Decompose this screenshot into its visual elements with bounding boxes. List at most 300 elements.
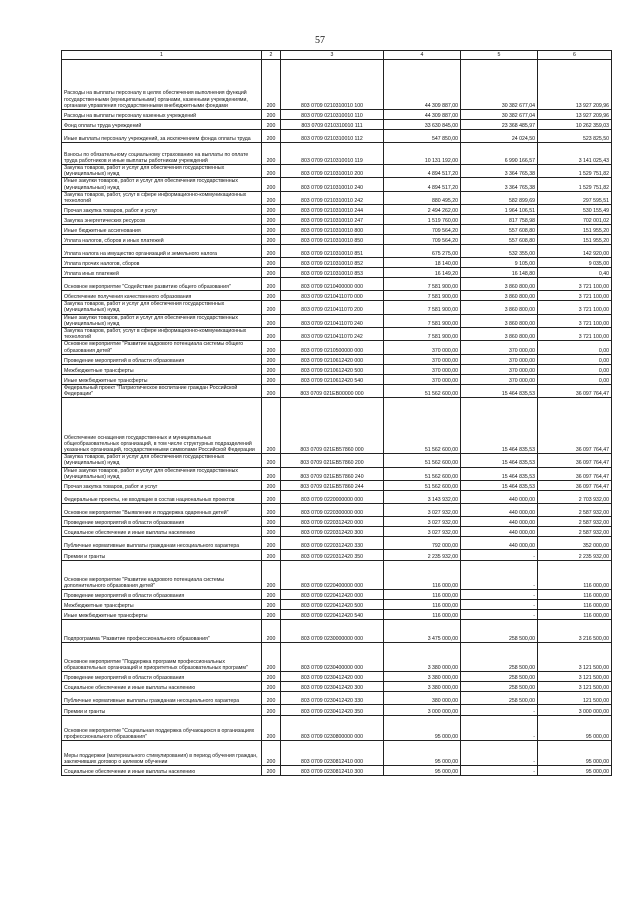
row-name: Иные выплаты персоналу учреждений, за исключением фонда оплаты труда	[62, 130, 262, 143]
row-remaining-amount: 36 097 764,47	[538, 454, 612, 467]
row-remaining-amount: 116 000,00	[538, 610, 612, 620]
table-row	[62, 301, 612, 314]
row-remaining-amount: 3 721 100,00	[538, 278, 612, 291]
table-row	[62, 278, 612, 291]
row-admin-code: 200	[262, 60, 281, 110]
row-executed-amount: 440 000,00	[461, 527, 538, 537]
row-remaining-amount: 0,00	[538, 364, 612, 374]
row-approved-amount: 709 564,20	[384, 225, 461, 235]
table-row	[62, 110, 612, 120]
row-admin-code: 200	[262, 341, 281, 354]
row-remaining-amount: 36 097 764,47	[538, 481, 612, 491]
row-admin-code: 200	[262, 643, 281, 672]
row-admin-code: 200	[262, 374, 281, 384]
row-admin-code: 200	[262, 258, 281, 268]
row-executed-amount: -	[461, 590, 538, 600]
row-executed-amount: 258 500,00	[461, 682, 538, 692]
row-remaining-amount: 3 121 500,00	[538, 682, 612, 692]
row-budget-code: 803 0709 0210310010 111	[281, 120, 384, 130]
row-name: Меры поддержки (материального стимулирования) в период обучения граждан, заключивших договор о целевом обучении	[62, 741, 262, 766]
row-budget-code: 803 0709 0230800000 000	[281, 716, 384, 741]
row-budget-code: 803 0709 0210310010 850	[281, 235, 384, 245]
row-budget-code: 803 0709 0220312420 000	[281, 517, 384, 527]
budget-table	[61, 50, 612, 776]
row-remaining-amount: 2 587 932,00	[538, 527, 612, 537]
row-name: Премии и гранты	[62, 705, 262, 716]
row-executed-amount: -	[461, 550, 538, 561]
row-approved-amount: 4 894 517,20	[384, 165, 461, 178]
row-approved-amount: 370 000,00	[384, 341, 461, 354]
row-approved-amount: 2 494 262,00	[384, 205, 461, 215]
row-budget-code: 803 0709 0220312420 330	[281, 537, 384, 550]
row-name: Обеспечение получения качественного образования	[62, 291, 262, 301]
row-name: Межбюджетные трансферты	[62, 364, 262, 374]
row-approved-amount: 3 027 932,00	[384, 517, 461, 527]
table-row	[62, 341, 612, 354]
row-admin-code: 200	[262, 291, 281, 301]
row-name: Иные бюджетные ассигнования	[62, 225, 262, 235]
table-row	[62, 120, 612, 130]
column-header: 5	[461, 51, 538, 60]
row-executed-amount: 30 382 677,04	[461, 110, 538, 120]
row-budget-code: 803 0709 0220312420 350	[281, 550, 384, 561]
row-budget-code: 803 0709 021EB57860 200	[281, 454, 384, 467]
row-approved-amount: 370 000,00	[384, 364, 461, 374]
row-budget-code: 803 0709 0230412420 300	[281, 682, 384, 692]
row-name: Уплата налога на имущество организаций и земельного налога	[62, 245, 262, 258]
row-executed-amount: 1 964 106,51	[461, 205, 538, 215]
table-row	[62, 245, 612, 258]
row-name: Основное мероприятие "Содействие развитию общего образования"	[62, 278, 262, 291]
table-row	[62, 143, 612, 165]
row-remaining-amount: 95 000,00	[538, 766, 612, 776]
table-row	[62, 692, 612, 705]
row-name: Федеральные проекты, не входящие в состав национальных проектов	[62, 491, 262, 504]
header-row	[62, 51, 612, 60]
row-budget-code: 803 0709 0230000000 000	[281, 620, 384, 643]
row-remaining-amount: 2 587 932,00	[538, 504, 612, 517]
row-remaining-amount: 3 121 500,00	[538, 672, 612, 682]
row-name: Иные закупки товаров, работ и услуг для обеспечения государственных (муниципальных) нужд	[62, 314, 262, 327]
row-approved-amount: 3 380 000,00	[384, 643, 461, 672]
row-executed-amount: 370 000,00	[461, 354, 538, 364]
table-row	[62, 481, 612, 491]
row-budget-code: 803 0709 0220300000 000	[281, 504, 384, 517]
row-approved-amount: 44 309 887,00	[384, 110, 461, 120]
row-admin-code: 200	[262, 215, 281, 225]
row-executed-amount: 3 860 800,00	[461, 291, 538, 301]
row-executed-amount: -	[461, 716, 538, 741]
row-name: Публичные нормативные выплаты гражданам несоциального характера	[62, 692, 262, 705]
row-executed-amount: 258 500,00	[461, 620, 538, 643]
row-budget-code: 803 0709 0220412420 000	[281, 590, 384, 600]
row-name: Фонд оплаты труда учреждений	[62, 120, 262, 130]
row-approved-amount: 7 581 900,00	[384, 291, 461, 301]
table-row	[62, 527, 612, 537]
column-header: 6	[538, 51, 612, 60]
table-row	[62, 314, 612, 327]
row-executed-amount: -	[461, 705, 538, 716]
row-name: Уплата прочих налогов, сборов	[62, 258, 262, 268]
row-name: Основное мероприятие "Развитие кадрового потенциала системы общего образования детей"	[62, 341, 262, 354]
column-header: 4	[384, 51, 461, 60]
row-executed-amount: 440 000,00	[461, 517, 538, 527]
row-approved-amount: 51 562 600,00	[384, 454, 461, 467]
row-approved-amount: 3 380 000,00	[384, 672, 461, 682]
row-name: Основное мероприятие "Социальная поддержка обучающихся в организациях профессионального образования"	[62, 716, 262, 741]
row-executed-amount: -	[461, 600, 538, 610]
row-remaining-amount: 95 000,00	[538, 741, 612, 766]
row-admin-code: 200	[262, 672, 281, 682]
table-row	[62, 491, 612, 504]
row-approved-amount: 7 581 900,00	[384, 328, 461, 341]
table-row	[62, 225, 612, 235]
row-admin-code: 200	[262, 384, 281, 397]
row-budget-code: 803 0709 0210411070 000	[281, 291, 384, 301]
row-approved-amount: 51 562 600,00	[384, 481, 461, 491]
row-name: Иные межбюджетные трансферты	[62, 610, 262, 620]
row-executed-amount: 30 382 677,04	[461, 60, 538, 110]
row-remaining-amount: 2 587 932,00	[538, 517, 612, 527]
table-row	[62, 328, 612, 341]
row-approved-amount: 370 000,00	[384, 354, 461, 364]
table-row	[62, 600, 612, 610]
table-row	[62, 258, 612, 268]
row-name: Иные межбюджетные трансферты	[62, 374, 262, 384]
row-budget-code: 803 0709 0220412420 500	[281, 600, 384, 610]
row-name: Уплата иных платежей	[62, 268, 262, 278]
row-budget-code: 803 0709 0210310010 851	[281, 245, 384, 258]
row-executed-amount: 370 000,00	[461, 364, 538, 374]
row-approved-amount: 51 562 600,00	[384, 398, 461, 454]
row-remaining-amount: 2 703 932,00	[538, 491, 612, 504]
row-admin-code: 200	[262, 537, 281, 550]
row-remaining-amount: 297 595,51	[538, 191, 612, 204]
row-executed-amount: 3 364 765,38	[461, 178, 538, 191]
row-approved-amount: 18 140,00	[384, 258, 461, 268]
row-approved-amount: 95 000,00	[384, 766, 461, 776]
row-admin-code: 200	[262, 517, 281, 527]
row-budget-code: 803 0709 0220000000 000	[281, 491, 384, 504]
row-executed-amount: 440 000,00	[461, 537, 538, 550]
row-remaining-amount: 13 927 209,96	[538, 60, 612, 110]
row-approved-amount: 33 630 845,00	[384, 120, 461, 130]
row-remaining-amount: 36 097 764,47	[538, 384, 612, 397]
row-executed-amount: 24 024,50	[461, 130, 538, 143]
row-budget-code: 803 0709 0210310010 853	[281, 268, 384, 278]
row-remaining-amount: 3 721 100,00	[538, 328, 612, 341]
table-row	[62, 235, 612, 245]
row-admin-code: 200	[262, 600, 281, 610]
row-admin-code: 200	[262, 491, 281, 504]
table-row	[62, 130, 612, 143]
row-approved-amount: 3 475 000,00	[384, 620, 461, 643]
table-row	[62, 672, 612, 682]
row-approved-amount: 792 000,00	[384, 537, 461, 550]
row-admin-code: 200	[262, 716, 281, 741]
row-admin-code: 200	[262, 692, 281, 705]
row-approved-amount: 51 562 600,00	[384, 384, 461, 397]
row-name: Закупка товаров, работ, услуг в сфере информационно-коммуникационных технологий	[62, 328, 262, 341]
row-executed-amount: -	[461, 561, 538, 590]
row-admin-code: 200	[262, 235, 281, 245]
row-approved-amount: 3 000 000,00	[384, 705, 461, 716]
row-approved-amount: 380 000,00	[384, 692, 461, 705]
row-admin-code: 200	[262, 610, 281, 620]
row-executed-amount: 440 000,00	[461, 504, 538, 517]
row-budget-code: 803 0709 0210411070 200	[281, 301, 384, 314]
row-name: Подпрограмма "Развитие профессионального образования"	[62, 620, 262, 643]
row-executed-amount: 582 899,69	[461, 191, 538, 204]
row-admin-code: 200	[262, 165, 281, 178]
row-name: Иные закупки товаров, работ и услуг для обеспечения государственных (муниципальных) нужд	[62, 467, 262, 480]
table-row	[62, 716, 612, 741]
row-budget-code: 803 0709 0210411070 242	[281, 328, 384, 341]
row-approved-amount: 7 581 900,00	[384, 314, 461, 327]
row-executed-amount: 16 148,80	[461, 268, 538, 278]
row-executed-amount: 370 000,00	[461, 341, 538, 354]
row-name: Социальное обеспечение и иные выплаты населению	[62, 766, 262, 776]
table-row	[62, 191, 612, 204]
row-name: Прочая закупка товаров, работ и услуг	[62, 205, 262, 215]
row-remaining-amount: 352 000,00	[538, 537, 612, 550]
table-row	[62, 517, 612, 527]
row-admin-code: 200	[262, 504, 281, 517]
row-admin-code: 200	[262, 278, 281, 291]
row-admin-code: 200	[262, 590, 281, 600]
row-admin-code: 200	[262, 120, 281, 130]
row-executed-amount: 258 500,00	[461, 692, 538, 705]
table-row	[62, 467, 612, 480]
row-remaining-amount: 151 955,20	[538, 225, 612, 235]
row-name: Проведение мероприятий в области образования	[62, 354, 262, 364]
row-executed-amount: 15 464 835,53	[461, 384, 538, 397]
table-row	[62, 590, 612, 600]
row-budget-code: 803 0709 0210310010 852	[281, 258, 384, 268]
page-number: 57	[315, 35, 325, 46]
row-budget-code: 803 0709 0210310010 240	[281, 178, 384, 191]
table-body	[62, 60, 612, 776]
row-budget-code: 803 0709 021EB57860 240	[281, 467, 384, 480]
row-budget-code: 803 0709 021EB00000 000	[281, 384, 384, 397]
row-approved-amount: 95 000,00	[384, 716, 461, 741]
row-budget-code: 803 0709 0210411070 240	[281, 314, 384, 327]
row-remaining-amount: 530 155,49	[538, 205, 612, 215]
row-remaining-amount: 523 825,50	[538, 130, 612, 143]
row-admin-code: 200	[262, 741, 281, 766]
row-executed-amount: 23 368 485,97	[461, 120, 538, 130]
row-budget-code: 803 0709 0230812410 300	[281, 766, 384, 776]
row-remaining-amount: 3 721 100,00	[538, 291, 612, 301]
row-admin-code: 200	[262, 682, 281, 692]
row-name: Закупка товаров, работ и услуг для обеспечения государственных (муниципальных) нужд	[62, 454, 262, 467]
table-row	[62, 354, 612, 364]
row-budget-code: 803 0709 0210310010 100	[281, 60, 384, 110]
row-approved-amount: 370 000,00	[384, 374, 461, 384]
row-admin-code: 200	[262, 205, 281, 215]
row-admin-code: 200	[262, 314, 281, 327]
row-executed-amount: 258 500,00	[461, 672, 538, 682]
row-approved-amount: 3 380 000,00	[384, 682, 461, 692]
row-name: Основное мероприятие "Развитие кадрового потенциала системы дополнительного образования детей"	[62, 561, 262, 590]
row-approved-amount: 16 149,20	[384, 268, 461, 278]
row-name: Уплата налогов, сборов и иных платежей	[62, 235, 262, 245]
row-approved-amount: 709 564,20	[384, 235, 461, 245]
row-admin-code: 200	[262, 178, 281, 191]
row-budget-code: 803 0709 0220400000 000	[281, 561, 384, 590]
row-budget-code: 803 0709 0230412420 000	[281, 672, 384, 682]
row-approved-amount: 10 131 192,00	[384, 143, 461, 165]
row-approved-amount: 1 519 760,00	[384, 215, 461, 225]
row-name: Иные закупки товаров, работ и услуг для обеспечения государственных (муниципальных) нужд	[62, 178, 262, 191]
row-name: Основное мероприятие "Поддержка программ профессиональных образовательных организаций и приоритетных образовательных программ"	[62, 643, 262, 672]
row-budget-code: 803 0709 0230412420 350	[281, 705, 384, 716]
table-row	[62, 364, 612, 374]
row-budget-code: 803 0709 0210310010 119	[281, 143, 384, 165]
row-name: Закупка товаров, работ и услуг для обеспечения государственных (муниципальных) нужд	[62, 301, 262, 314]
row-approved-amount: 44 309 887,00	[384, 60, 461, 110]
row-approved-amount: 7 581 900,00	[384, 278, 461, 291]
row-budget-code: 803 0709 021EB57860 000	[281, 398, 384, 454]
row-budget-code: 803 0709 021EB57860 244	[281, 481, 384, 491]
row-approved-amount: 675 275,00	[384, 245, 461, 258]
row-remaining-amount: 0,00	[538, 341, 612, 354]
table-row	[62, 205, 612, 215]
row-budget-code: 803 0709 0210500000 000	[281, 341, 384, 354]
row-admin-code: 200	[262, 364, 281, 374]
row-approved-amount: 116 000,00	[384, 610, 461, 620]
row-admin-code: 200	[262, 454, 281, 467]
row-approved-amount: 7 581 900,00	[384, 301, 461, 314]
row-remaining-amount: 116 000,00	[538, 600, 612, 610]
row-name: Проведение мероприятий в области образования	[62, 590, 262, 600]
table-row	[62, 398, 612, 454]
row-approved-amount: 51 562 600,00	[384, 467, 461, 480]
row-approved-amount: 116 000,00	[384, 600, 461, 610]
row-admin-code: 200	[262, 481, 281, 491]
row-admin-code: 200	[262, 620, 281, 643]
row-approved-amount: 95 000,00	[384, 741, 461, 766]
table-row	[62, 504, 612, 517]
row-executed-amount: 6 990 166,57	[461, 143, 538, 165]
row-remaining-amount: 9 035,00	[538, 258, 612, 268]
row-executed-amount: 3 860 800,00	[461, 301, 538, 314]
row-budget-code: 803 0709 0210612420 000	[281, 354, 384, 364]
row-remaining-amount: 2 235 932,00	[538, 550, 612, 561]
row-remaining-amount: 0,00	[538, 354, 612, 364]
row-remaining-amount: 142 920,00	[538, 245, 612, 258]
row-admin-code: 200	[262, 143, 281, 165]
row-name: Социальное обеспечение и иные выплаты населению	[62, 682, 262, 692]
row-admin-code: 200	[262, 245, 281, 258]
row-admin-code: 200	[262, 110, 281, 120]
row-budget-code: 803 0709 0210310010 112	[281, 130, 384, 143]
row-remaining-amount: 10 262 359,03	[538, 120, 612, 130]
row-remaining-amount: 13 927 209,96	[538, 110, 612, 120]
row-executed-amount: -	[461, 610, 538, 620]
row-executed-amount: 3 364 765,38	[461, 165, 538, 178]
row-executed-amount: 370 000,00	[461, 374, 538, 384]
row-approved-amount: 116 000,00	[384, 590, 461, 600]
row-budget-code: 803 0709 0230812410 000	[281, 741, 384, 766]
row-admin-code: 200	[262, 130, 281, 143]
row-budget-code: 803 0709 0210400000 000	[281, 278, 384, 291]
row-executed-amount: 3 860 800,00	[461, 328, 538, 341]
row-name: Премии и гранты	[62, 550, 262, 561]
row-name: Социальное обеспечение и иные выплаты населению	[62, 527, 262, 537]
row-executed-amount: -	[461, 766, 538, 776]
row-name: Расходы на выплаты персоналу в целях обеспечения выполнения функций государственными (муниципальными) органами, казенными учреждениями, органами управления государственными внебюджетными фондами	[62, 60, 262, 110]
row-remaining-amount: 0,40	[538, 268, 612, 278]
row-remaining-amount: 36 097 764,47	[538, 467, 612, 480]
row-admin-code: 200	[262, 467, 281, 480]
table-row	[62, 537, 612, 550]
row-name: Федеральный проект "Патриотическое воспитание граждан Российской Федерации"	[62, 384, 262, 397]
row-executed-amount: 557 608,80	[461, 235, 538, 245]
row-admin-code: 200	[262, 550, 281, 561]
table-row	[62, 384, 612, 397]
table-row	[62, 268, 612, 278]
row-name: Прочая закупка товаров, работ и услуг	[62, 481, 262, 491]
row-budget-code: 803 0709 0210310010 110	[281, 110, 384, 120]
row-remaining-amount: 3 216 500,00	[538, 620, 612, 643]
row-remaining-amount: 1 529 751,82	[538, 165, 612, 178]
row-remaining-amount: 3 721 100,00	[538, 314, 612, 327]
row-executed-amount: 3 860 800,00	[461, 314, 538, 327]
row-admin-code: 200	[262, 268, 281, 278]
row-name: Публичные нормативные выплаты гражданам несоциального характера	[62, 537, 262, 550]
row-admin-code: 200	[262, 561, 281, 590]
row-budget-code: 803 0709 0210310010 242	[281, 191, 384, 204]
row-name: Межбюджетные трансферты	[62, 600, 262, 610]
row-executed-amount: 440 000,00	[461, 491, 538, 504]
row-approved-amount: 3 027 932,00	[384, 504, 461, 517]
row-remaining-amount: 3 721 100,00	[538, 301, 612, 314]
row-executed-amount: 532 355,00	[461, 245, 538, 258]
table-row	[62, 705, 612, 716]
row-admin-code: 200	[262, 527, 281, 537]
row-admin-code: 200	[262, 191, 281, 204]
row-remaining-amount: 95 000,00	[538, 716, 612, 741]
table-row	[62, 610, 612, 620]
row-executed-amount: 557 608,80	[461, 225, 538, 235]
row-budget-code: 803 0709 0210612420 540	[281, 374, 384, 384]
row-admin-code: 200	[262, 301, 281, 314]
row-remaining-amount: 3 121 500,00	[538, 643, 612, 672]
row-remaining-amount: 121 500,00	[538, 692, 612, 705]
row-name: Взносы по обязательному социальному страхованию на выплаты по оплате труда работников и иные выплаты работникам учреждений	[62, 143, 262, 165]
row-executed-amount: 15 464 835,53	[461, 398, 538, 454]
row-approved-amount: 547 850,00	[384, 130, 461, 143]
row-admin-code: 200	[262, 354, 281, 364]
row-admin-code: 200	[262, 225, 281, 235]
table-row	[62, 215, 612, 225]
row-budget-code: 803 0709 0210310010 247	[281, 215, 384, 225]
row-admin-code: 200	[262, 766, 281, 776]
row-remaining-amount: 1 529 751,82	[538, 178, 612, 191]
row-approved-amount: 116 000,00	[384, 561, 461, 590]
table-row	[62, 60, 612, 110]
table-row	[62, 643, 612, 672]
row-approved-amount: 880 495,20	[384, 191, 461, 204]
row-budget-code: 803 0709 0230412420 330	[281, 692, 384, 705]
table-row	[62, 454, 612, 467]
row-name: Закупка товаров, работ и услуг для обеспечения государственных (муниципальных) нужд	[62, 165, 262, 178]
row-remaining-amount: 3 141 025,43	[538, 143, 612, 165]
row-name: Проведение мероприятий в области образования	[62, 672, 262, 682]
row-budget-code: 803 0709 0220312420 300	[281, 527, 384, 537]
row-name: Проведение мероприятий в области образования	[62, 517, 262, 527]
